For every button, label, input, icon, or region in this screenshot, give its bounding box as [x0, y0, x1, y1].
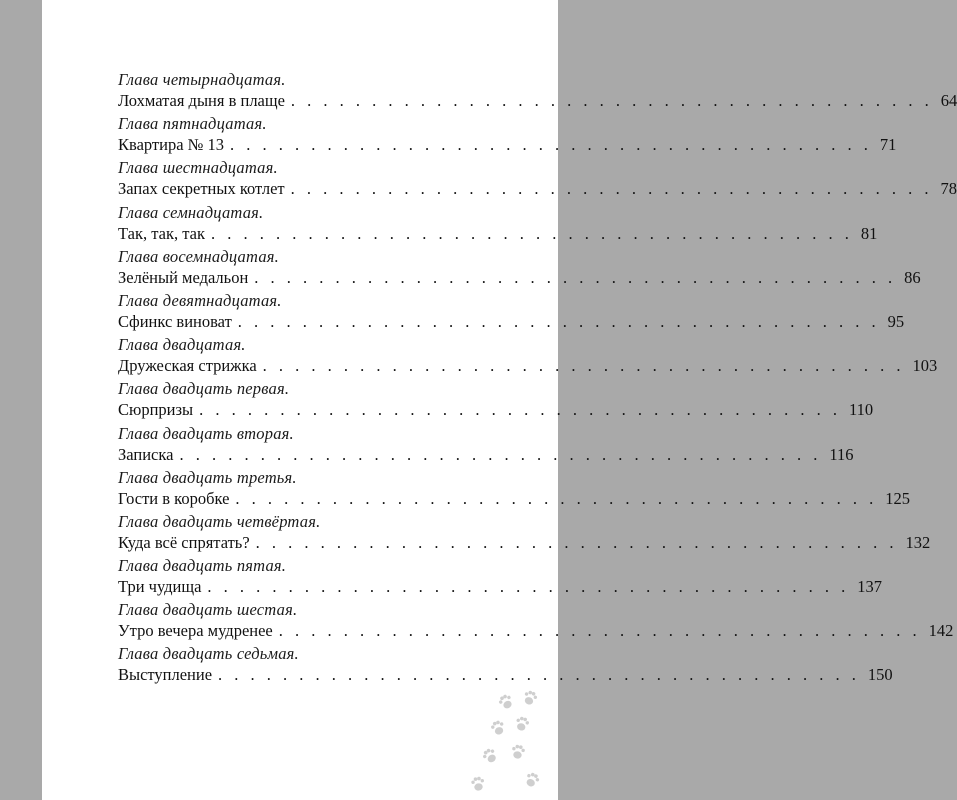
- dot-leader: . . . . . . . . . . . . . . . . . . . . . . . . . . . . . . . . . . . . . . . .: [262, 356, 905, 376]
- chapter-label: Глава четырнадцатая.: [118, 70, 286, 89]
- page-number: 137: [857, 577, 883, 597]
- chapter-title: Лохматая дыня в плаще: [118, 91, 285, 110]
- paw-prints-icon: [462, 680, 558, 800]
- toc-entry: [118, 335, 938, 379]
- page-number: 78: [940, 179, 957, 199]
- toc-entry: [118, 379, 874, 423]
- dot-leader: . . . . . . . . . . . . . . . . . . . . . . . . . . . . . . . . . . . . . . . .: [254, 267, 897, 287]
- page-number: 150: [867, 665, 893, 685]
- chapter-title: Так, так, так: [118, 223, 206, 243]
- page-number: 71: [879, 135, 897, 155]
- chapter-title: Сюрпризы: [118, 400, 194, 420]
- book-page: [42, 0, 957, 800]
- toc-entry: [118, 158, 957, 202]
- table-of-contents: [118, 70, 957, 689]
- chapter-label: Глава двадцать четвёртая.: [118, 511, 321, 531]
- dot-leader: . . . . . . . . . . . . . . . . . . . . . . . . . . . . . . . . . . . . . . . .: [218, 665, 860, 685]
- toc-entry: [118, 644, 893, 688]
- chapter-label: Глава двадцать седьмая.: [118, 644, 299, 664]
- chapter-title: Записка: [118, 444, 174, 464]
- chapter-title: Зелёный медальон: [118, 267, 249, 287]
- dot-leader: . . . . . . . . . . . . . . . . . . . . . . . . . . . . . . . . . . . . . . . .: [211, 223, 853, 243]
- chapter-label: Глава восемнадцатая.: [118, 246, 279, 266]
- chapter-label: Глава шестнадцатая.: [118, 158, 278, 178]
- toc-entry: [118, 290, 905, 335]
- dot-leader: . . . . . . . . . . . . . . . . . . . . . . . . . . . . . . . . . . . . . . . .: [235, 488, 878, 508]
- dot-leader: . . . . . . . . . . . . . . . . . . . . . . . . . . . . . . . . . . . . . . . .: [290, 179, 933, 199]
- toc-entry: [118, 423, 854, 468]
- page-number: 64: [940, 91, 957, 110]
- chapter-title: Сфинкс виноват: [118, 311, 232, 331]
- page-number: 110: [848, 400, 874, 420]
- toc-entry: [118, 70, 957, 114]
- toc-entry: [118, 600, 954, 644]
- chapter-label: Глава двадцать первая.: [118, 379, 290, 399]
- chapter-title: Куда всё спрятать?: [118, 532, 250, 552]
- page-number: 95: [887, 311, 905, 331]
- page-number: 125: [885, 488, 911, 508]
- toc-entry: [118, 511, 931, 556]
- dot-leader: . . . . . . . . . . . . . . . . . . . . . . . . . . . . . . . . . . . . . . . .: [230, 135, 872, 155]
- chapter-label: Глава двадцать пятая.: [118, 556, 287, 576]
- chapter-label: Глава двадцать третья.: [118, 467, 297, 487]
- toc-entry: [118, 202, 878, 247]
- chapter-label: Глава двадцать шестая.: [118, 600, 298, 620]
- toc-entry: [118, 114, 897, 158]
- chapter-title: Выступление: [118, 665, 213, 685]
- toc-entry: [118, 467, 911, 512]
- page-number: 116: [829, 444, 854, 464]
- toc-entry: [118, 556, 883, 600]
- chapter-label: Глава пятнадцатая.: [118, 114, 267, 134]
- chapter-title: Квартира № 13: [118, 135, 225, 155]
- dot-leader: . . . . . . . . . . . . . . . . . . . . . . . . . . . . . . . . . . . . . . . .: [255, 532, 898, 552]
- dot-leader: . . . . . . . . . . . . . . . . . . . . . . . . . . . . . . . . . . . . . . . .: [207, 577, 850, 597]
- dot-leader: . . . . . . . . . . . . . . . . . . . . . . . . . . . . . . . . . . . . . . . .: [290, 91, 933, 110]
- dot-leader: . . . . . . . . . . . . . . . . . . . . . . . . . . . . . . . . . . . . . . . .: [179, 444, 822, 464]
- chapter-title: Три чудища: [118, 577, 202, 597]
- chapter-label: Глава девятнадцатая.: [118, 290, 282, 310]
- page-number: 132: [905, 532, 931, 552]
- chapter-label: Глава двадцать вторая.: [118, 423, 294, 443]
- dot-leader: . . . . . . . . . . . . . . . . . . . . . . . . . . . . . . . . . . . . . . . .: [278, 621, 921, 641]
- dot-leader: . . . . . . . . . . . . . . . . . . . . . . . . . . . . . . . . . . . . . . . .: [237, 311, 880, 331]
- toc-entry: [118, 246, 921, 291]
- page-number: 142: [928, 621, 954, 641]
- chapter-label: Глава двадцатая.: [118, 335, 246, 355]
- chapter-title: Дружеская стрижка: [118, 356, 257, 376]
- chapter-title: Гости в коробке: [118, 488, 230, 508]
- chapter-title: Запах секретных котлет: [118, 179, 285, 199]
- chapter-label: Глава семнадцатая.: [118, 202, 264, 222]
- page-number: 103: [912, 356, 938, 376]
- page-number: 81: [860, 223, 878, 243]
- chapter-title: Утро вечера мудренее: [118, 621, 273, 641]
- page-number: 86: [904, 267, 921, 287]
- dot-leader: . . . . . . . . . . . . . . . . . . . . . . . . . . . . . . . . . . . . . . . .: [199, 400, 841, 420]
